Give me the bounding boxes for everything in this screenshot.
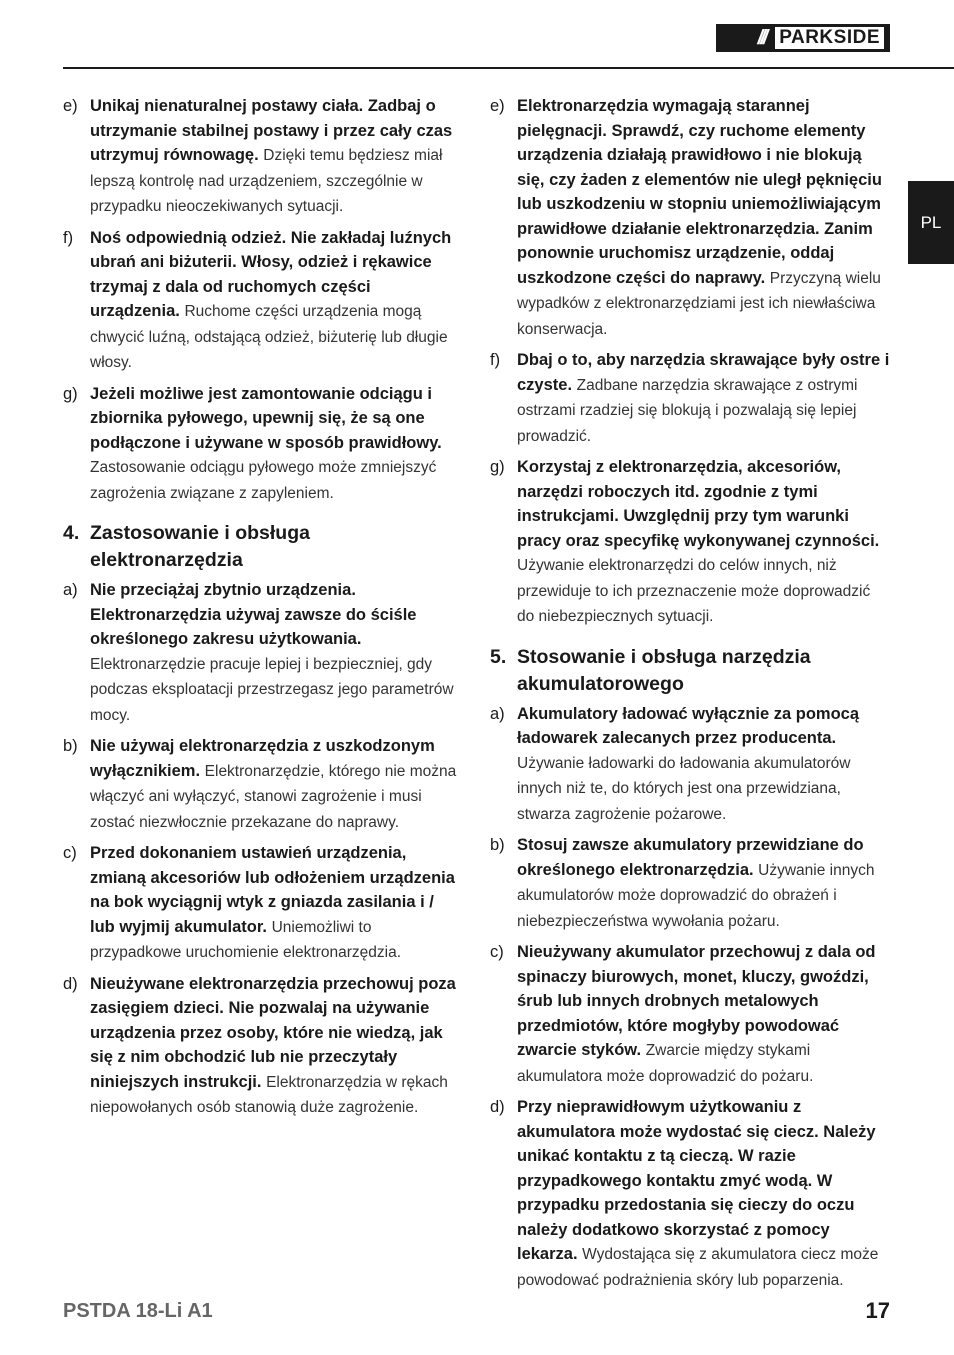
item-label: f) — [490, 351, 501, 369]
item-bold-text: Elektronarzędzia wymagają starannej pielęgnacji. Sprawdź, czy ruchome elementy urządzenia działają prawidłowo i nie blokują się, czy żaden z elementów nie uległ pęknięciu lub uszkodzeniu w stopniu uniemożliwiającym prawidłowe działanie elektronarzędzia. Zanim ponownie uruchomisz urządzenie, oddaj uszkodzone części do naprawy. — [517, 97, 882, 287]
item-text — [517, 348, 890, 449]
section-heading-5 — [490, 644, 890, 698]
item-normal-text: Przyczyną wielu wypadków z elektronarzędziami jest ich niewłaściwa konserwacja. — [517, 269, 881, 338]
item-normal-text: Elektronarzędzia w rękach niepowołanych osób stanowią duże zagrożenie. — [90, 1073, 448, 1116]
item-normal-text: Elektronarzędzie pracuje lepiej i bezpieczniej, gdy podczas eksploatacji przestrzegasz jego parametrów mocy. — [90, 655, 454, 724]
list-item — [490, 833, 890, 934]
section-title: Stosowanie i obsługa narzędzia akumulatorowego — [517, 645, 811, 695]
right-items-after — [490, 702, 890, 1294]
item-label: g) — [490, 458, 505, 476]
item-bold-text: Akumulatory ładować wyłącznie za pomocą ładowarek zalecanych przez producenta. — [517, 704, 860, 747]
section-number: 4. — [63, 522, 80, 544]
item-label: e) — [63, 97, 78, 115]
logo-name: PARKSIDE — [775, 27, 884, 49]
list-item — [490, 702, 890, 828]
item-bold-text: Nie przeciążaj zbytnio urządzenia. Elektronarzędzia używaj zawsze do ściśle określonego zakresu użytkowania. — [90, 581, 417, 648]
list-item — [63, 841, 463, 966]
item-normal-text: Uniemożliwi to przypadkowe uruchomienie elektronarzędzia. — [90, 918, 402, 961]
item-text — [517, 702, 890, 828]
item-label: e) — [490, 97, 505, 115]
item-bold-text: Przed dokonaniem ustawień urządzenia, zmianą akcesoriów lub odłożeniem urządzenia na bok wyciągnij wtyk z gniazda zasilania i / lub wyjmij akumulator. — [90, 844, 455, 936]
item-normal-text: Elektronarzędzie, którego nie można włączyć ani wyłączyć, stanowi zagrożenie i musi zostać niezwłocznie przekazane do naprawy. — [90, 762, 457, 831]
item-text — [90, 94, 463, 220]
item-label: c) — [63, 844, 77, 862]
item-text — [90, 841, 463, 966]
item-label: b) — [490, 836, 505, 854]
left-items-before — [63, 94, 463, 506]
item-label: d) — [490, 1098, 505, 1116]
list-item — [63, 382, 463, 507]
language-tab: PL — [908, 181, 954, 264]
item-bold-text: Nieużywany akumulator przechowuj z dala od spinaczy biurowych, monet, kluczy, gwoździ, śrub lub innych drobnych metalowych przedmiotów, które mogłyby powodować zwarcie styków. — [517, 943, 876, 1059]
list-item — [490, 94, 890, 342]
list-item — [63, 734, 463, 835]
list-item — [63, 578, 463, 728]
item-bold-text: Stosuj zawsze akumulatory przewidziane do określonego elektronarzędzia. — [517, 836, 864, 879]
item-normal-text: Wydostająca się z akumulatora ciecz może powodować podrażnienia skóry lub poparzenia. — [517, 1246, 879, 1289]
item-bold-text: Noś odpowiednią odzież. Nie zakładaj luźnych ubrań ani biżuterii. Włosy, odzież i rękawice trzymaj z dala od ruchomych części urządzenia. — [90, 228, 452, 320]
item-text — [517, 940, 890, 1089]
section-heading-4 — [63, 520, 463, 574]
footer-model: PSTDA 18-Li A1 — [63, 1300, 213, 1322]
item-normal-text: Używanie ładowarki do ładowania akumulatorów innych niż te, do których jest ona przewidziana, stwarza zagrożenie pożarowe. — [517, 754, 851, 823]
item-text — [517, 455, 890, 630]
list-item — [490, 348, 890, 449]
list-item — [63, 226, 463, 376]
item-text — [90, 578, 463, 728]
list-item — [63, 972, 463, 1121]
item-text — [90, 382, 463, 507]
item-label: c) — [490, 943, 504, 961]
item-normal-text: Zadbane narzędzia skrawające z ostrymi ostrzami rzadziej się blokują i pozwalają się lepiej prowadzić. — [517, 376, 858, 445]
item-text — [517, 94, 890, 342]
list-item — [63, 94, 463, 220]
item-normal-text: Ruchome części urządzenia mogą chwycić luźną, odstającą odzież, biżuterię lub długie włosy. — [90, 303, 448, 371]
item-normal-text: Zwarcie między stykami akumulatora może doprowadzić do pożaru. — [517, 1042, 814, 1085]
item-label: b) — [63, 737, 78, 755]
item-bold-text: Przy nieprawidłowym użytkowaniu z akumulatora może wydostać się ciecz. Należy unikać kontaktu z tą cieczą. W razie przypadkowego kontaktu zmyć wodą. W przypadku przedostania się cieczy do oczu należy dodatkowo skorzystać z pomocy lekarza. — [517, 1098, 876, 1263]
item-normal-text: Zastosowanie odciągu pyłowego może zmniejszyć zagrożenia związane z zapyleniem. — [90, 459, 437, 502]
item-label: a) — [490, 704, 505, 723]
item-bold-text: Dbaj o to, aby narzędzia skrawające były ostre i czyste. — [517, 351, 890, 394]
item-label: g) — [63, 384, 78, 403]
list-item — [490, 455, 890, 630]
item-normal-text: Używanie innych akumulatorów może doprowadzić do obrażeń i niebezpieczeństwa wywołania pożaru. — [517, 861, 875, 930]
header-rule — [63, 67, 954, 69]
section-title: Zastosowanie i obsługa elektronarzędzia — [90, 522, 310, 571]
list-item — [490, 940, 890, 1089]
item-bold-text: Jeżeli możliwe jest zamontowanie odciągu i zbiornika pyłowego, upewnij się, że są one podłączone i używane w sposób prawidłowy. — [90, 384, 442, 452]
list-item — [490, 1095, 890, 1293]
logo-slashes: /// — [757, 26, 766, 49]
item-label: d) — [63, 974, 78, 993]
item-normal-text: Dzięki temu będziesz miał lepszą kontrolę nad urządzeniem, szczególnie w przypadku nieoczekiwanych sytuacji. — [90, 147, 443, 215]
item-bold-text: Korzystaj z elektronarzędzia, akcesoriów, narzędzi roboczych itd. zgodnie z tymi instrukcjami. Uwzględnij przy tym warunki pracy oraz specyfikę wykonywanej czynności. — [517, 458, 880, 550]
item-label: a) — [63, 581, 78, 599]
item-text — [517, 833, 890, 934]
item-text — [90, 734, 463, 835]
item-bold-text: Unikaj nienaturalnej postawy ciała. Zadbaj o utrzymanie stabilnej postawy i przez cały czas utrzymuj równowagę. — [90, 97, 453, 164]
left-column — [63, 94, 463, 1127]
parkside-logo — [716, 24, 890, 52]
item-bold-text: Nieużywane elektronarzędzia przechowuj poza zasięgiem dzieci. Nie pozwalaj na używanie urządzenia przez osoby, które nie wiedzą, jak się z nim obchodzić lub nie przeczytały niniejszych instrukcji. — [90, 974, 456, 1091]
right-column — [490, 94, 890, 1299]
item-text — [517, 1095, 890, 1293]
item-text — [90, 972, 463, 1121]
item-normal-text: Używanie elektronarzędzi do celów innych, niż przewiduje to ich przeznaczenie może doprowadzić do niebezpiecznych sytuacji. — [517, 557, 871, 625]
right-items-before — [490, 94, 890, 630]
section-number: 5. — [490, 645, 507, 668]
item-text — [90, 226, 463, 376]
left-items-after — [63, 578, 463, 1121]
page-number: 17 — [865, 1298, 890, 1323]
item-bold-text: Nie używaj elektronarzędzia z uszkodzonym wyłącznikiem. — [90, 737, 435, 780]
item-label: f) — [63, 228, 74, 247]
